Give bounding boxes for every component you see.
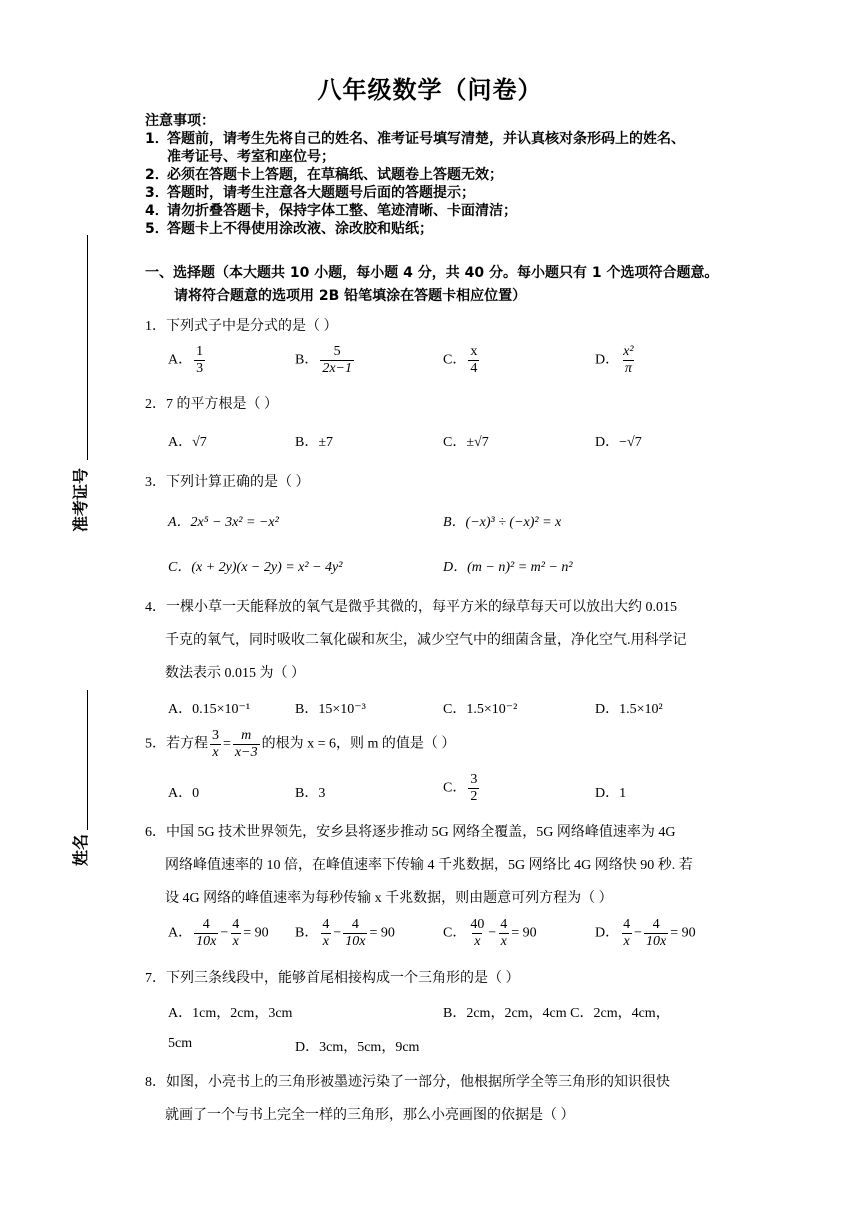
q5-option-c: C． $\frac{3}{2}$: [443, 772, 478, 804]
section-heading-cont: 请将符合题意的选项用 2B 铅笔填涂在答题卡相应位置）: [174, 288, 527, 304]
q4-line-3: 数法表示 0.015 为（ ）: [165, 666, 305, 681]
q6-line-1: 6．中国 5G 技术世界领先，安乡县将逐步推动 5G 网络全覆盖，5G 网络峰值速率为 4G: [145, 825, 676, 840]
q6-line-2: 网络峰值速率的 10 倍，在峰值速率下传输 4 千兆数据，5G 网络比 4G 网络快 90 秒. 若: [165, 858, 693, 873]
notes-heading: 注意事项：: [145, 113, 215, 129]
q2-stem: 2．7 的平方根是（ ）: [145, 397, 278, 412]
q2-option-d: D．−√7: [595, 435, 642, 450]
q4-option-b: B．15×10⁻³: [295, 702, 366, 717]
q7-option-bc: B．2cm，2cm，4cm C．2cm，4cm，: [443, 1006, 670, 1021]
q4-line-2: 千克的氧气，同时吸收二氧化碳和灰尘，减少空气中的细菌含量，净化空气.用科学记: [165, 633, 687, 648]
q2-option-c: C．±√7: [443, 435, 489, 450]
q4-option-c: C．1.5×10⁻²: [443, 702, 518, 717]
q6-option-b: B． $\frac{4}{x}$ − $\frac{4}{10x}$ = 90: [295, 917, 395, 949]
q1-option-c: C． $\frac{x}{4}$: [443, 344, 478, 376]
q7-option-d: D．3cm，5cm，9cm: [295, 1040, 420, 1055]
q8-line-2: 就画了一个与书上完全一样的三角形，那么小亮画图的依据是（ ）: [165, 1108, 575, 1123]
note-1: 1．答题前，请考生先将自己的姓名、准考证号填写清楚，并认真核对条形码上的姓名、: [145, 131, 685, 147]
q2-option-b: B．±7: [295, 435, 334, 450]
q5-option-a: A．0: [168, 786, 200, 801]
q5-option-b: B．3: [295, 786, 326, 801]
note-4: 4．请勿折叠答题卡，保持字体工整、笔迹清晰、卡面清洁；: [145, 203, 517, 219]
q2-option-a: A．√7: [168, 435, 207, 450]
q6-option-d: D． $\frac{4}{x}$ − $\frac{4}{10x}$ = 90: [595, 917, 696, 949]
q6-option-c: C． $\frac{40}{x}$ − $\frac{4}{x}$ = 90: [443, 917, 537, 949]
q6-option-a: A． $\frac{4}{10x}$ − $\frac{4}{x}$ = 90: [168, 917, 269, 949]
q4-option-d: D．1.5×10²: [595, 702, 663, 717]
q6-line-3: 设 4G 网络的峰值速率为每秒传输 x 千兆数据，则由题意可列方程为（ ）: [165, 891, 613, 906]
note-5: 5．答题卡上不得使用涂改液、涂改胶和贴纸；: [145, 221, 433, 237]
q1-option-d: D． $\frac{\text{x²}}{\pi}$: [595, 344, 634, 376]
q5-option-d: D．1: [595, 786, 627, 801]
note-1-cont: 准考证号、考室和座位号；: [167, 149, 335, 165]
q4-line-1: 4．一棵小草一天能释放的氧气是微乎其微的，每平方米的绿草每天可以放出大约 0.015: [145, 600, 677, 615]
q5-stem: 5．若方程 $\frac{3}{x}$ = $\frac{m}{x-3}$ 的根为 x = 6，则 m 的值是（ ）: [145, 728, 456, 760]
q8-line-1: 8．如图，小亮书上的三角形被墨迹污染了一部分，他根据所学全等三角形的知识很快: [145, 1075, 670, 1090]
q3-option-b: B．(−x)³ ÷ (−x)² = x: [443, 515, 562, 530]
name-label: 姓名: [71, 833, 90, 866]
q7-option-a: A．1cm，2cm，3cm: [168, 1006, 293, 1021]
note-3: 3．答题时，请考生注意各大题题号后面的答题提示；: [145, 185, 475, 201]
q1-option-a: A． $\frac{1}{3}$: [168, 344, 204, 376]
q7-option-c-cont: 5cm: [168, 1036, 193, 1051]
q7-stem: 7．下列三条线段中，能够首尾相接构成一个三角形的是（ ）: [145, 971, 520, 986]
binding-line-bottom: [87, 690, 88, 830]
exam-id-label: 准考证号: [71, 467, 90, 532]
q1-option-b: B． $\frac{5}{2x-1}$: [295, 344, 353, 376]
q3-option-d: D．(m − n)² = m² − n²: [443, 560, 573, 575]
note-2: 2．必须在答题卡上答题，在草稿纸、试题卷上答题无效；: [145, 167, 503, 183]
q4-option-a: A．0.15×10⁻¹: [168, 702, 251, 717]
q3-stem: 3．下列计算正确的是（ ）: [145, 475, 310, 490]
section-heading: 一、选择题（本大题共 10 小题，每小题 4 分，共 40 分。每小题只有 1 个选项符合题意。: [145, 265, 719, 281]
q1-stem: 1．下列式子中是分式的是（ ）: [145, 319, 338, 334]
q3-option-c: C．(x + 2y)(x − 2y) = x² − 4y²: [168, 560, 343, 575]
binding-line-top: [87, 235, 88, 460]
page-title: 八年级数学（问卷）: [317, 76, 543, 104]
q3-option-a: A．2x⁵ − 3x² = −x²: [168, 515, 279, 530]
